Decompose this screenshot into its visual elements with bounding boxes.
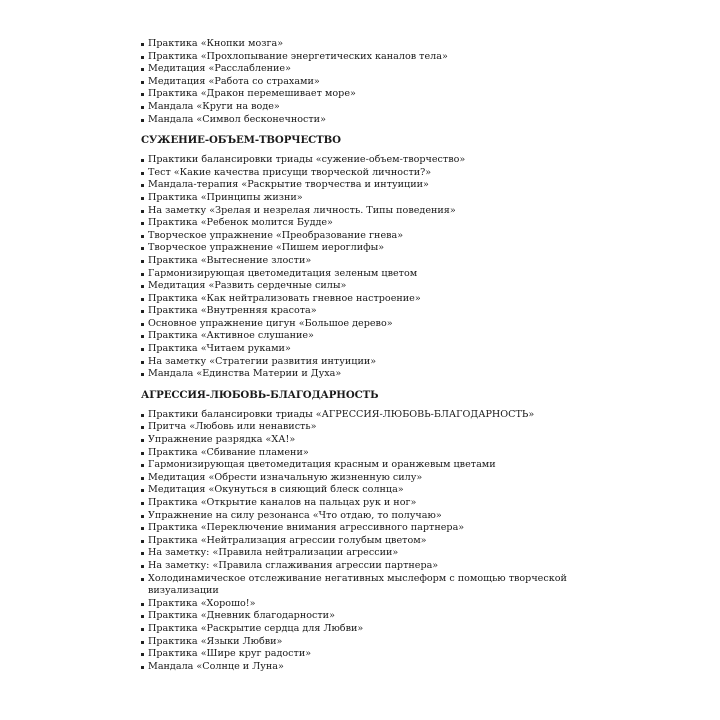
list-item: Упражнение на силу резонанса «Что отдаю, то получаю»	[141, 510, 581, 523]
list-item: Практика «Кнопки мозга»	[141, 38, 581, 51]
list-item: Гармонизирующая цветомедитация красным и оранжевым цветами	[141, 459, 581, 472]
section-list	[141, 154, 581, 381]
list-item: Мандала «Круги на воде»	[141, 101, 581, 114]
list-item: Упражнение разрядка «ХА!»	[141, 434, 581, 447]
list-item: Практика «Языки Любви»	[141, 636, 581, 649]
list-item: Основное упражнение цигун «Большое дерево»	[141, 318, 581, 331]
list-item: Практика «Открытие каналов на пальцах рук и ног»	[141, 497, 581, 510]
list-item: Практика «Ребенок молится Будде»	[141, 217, 581, 230]
list-item: Мандала «Солнце и Луна»	[141, 661, 581, 674]
list-item: Практика «Нейтрализация агрессии голубым цветом»	[141, 535, 581, 548]
list-item: Практика «Дневник благодарности»	[141, 610, 581, 623]
list-item: Холодинамическое отслеживание негативных мыслеформ с помощью творческой визуализации	[141, 573, 581, 598]
list-item: Практика «Переключение внимания агрессивного партнера»	[141, 522, 581, 535]
list-item: Практика «Хорошо!»	[141, 598, 581, 611]
list-item: Творческое упражнение «Преобразование гнева»	[141, 230, 581, 243]
document-body	[141, 38, 581, 673]
list-item: Медитация «Обрести изначальную жизненную силу»	[141, 472, 581, 485]
list-item: Тест «Какие качества присущи творческой личности?»	[141, 167, 581, 180]
section-heading: АГРЕССИЯ-ЛЮБОВЬ-БЛАГОДАРНОСТЬ	[141, 388, 379, 401]
list-item: Медитация «Работа со страхами»	[141, 76, 581, 89]
list-item: На заметку «Стратегии развития интуиции»	[141, 356, 581, 369]
list-item: Практика «Шире круг радости»	[141, 648, 581, 661]
intro-list	[141, 38, 581, 126]
list-item: Практика «Внутренняя красота»	[141, 305, 581, 318]
list-item: Медитация «Окунуться в сияющий блеск солнца»	[141, 484, 581, 497]
list-item: Практика «Читаем руками»	[141, 343, 581, 356]
list-item: Гармонизирующая цветомедитация зеленым цветом	[141, 268, 581, 281]
list-item: Притча «Любовь или ненависть»	[141, 421, 581, 434]
list-item: Практики балансировки триады «АГРЕССИЯ-ЛЮБОВЬ-БЛАГОДАРНОСТЬ»	[141, 409, 581, 422]
list-item: Практика «Раскрытие сердца для Любви»	[141, 623, 581, 636]
list-item: На заметку: «Правила нейтрализации агрессии»	[141, 547, 581, 560]
list-item: Практики балансировки триады «сужение-объем-творчество»	[141, 154, 581, 167]
list-item: Мандала-терапия «Раскрытие творчества и интуиции»	[141, 179, 581, 192]
list-item: На заметку: «Правила сглаживания агрессии партнера»	[141, 560, 581, 573]
list-item: Практика «Дракон перемешивает море»	[141, 88, 581, 101]
list-item: Творческое упражнение «Пишем иероглифы»	[141, 242, 581, 255]
list-item: Медитация «Расслабление»	[141, 63, 581, 76]
list-item: Практика «Принципы жизни»	[141, 192, 581, 205]
list-item: На заметку «Зрелая и незрелая личность. Типы поведения»	[141, 205, 581, 218]
list-item: Мандала «Символ бесконечности»	[141, 114, 581, 127]
list-item: Практика «Вытеснение злости»	[141, 255, 581, 268]
list-item: Медитация «Развить сердечные силы»	[141, 280, 581, 293]
list-item: Практика «Как нейтрализовать гневное настроение»	[141, 293, 581, 306]
list-item: Практика «Сбивание пламени»	[141, 447, 581, 460]
section-list	[141, 409, 581, 673]
list-item: Практика «Прохлопывание энергетических каналов тела»	[141, 51, 581, 64]
list-item: Практика «Активное слушание»	[141, 330, 581, 343]
list-item: Мандала «Единства Материи и Духа»	[141, 368, 581, 381]
section-heading: СУЖЕНИЕ-ОБЪЕМ-ТВОРЧЕСТВО	[141, 134, 341, 147]
